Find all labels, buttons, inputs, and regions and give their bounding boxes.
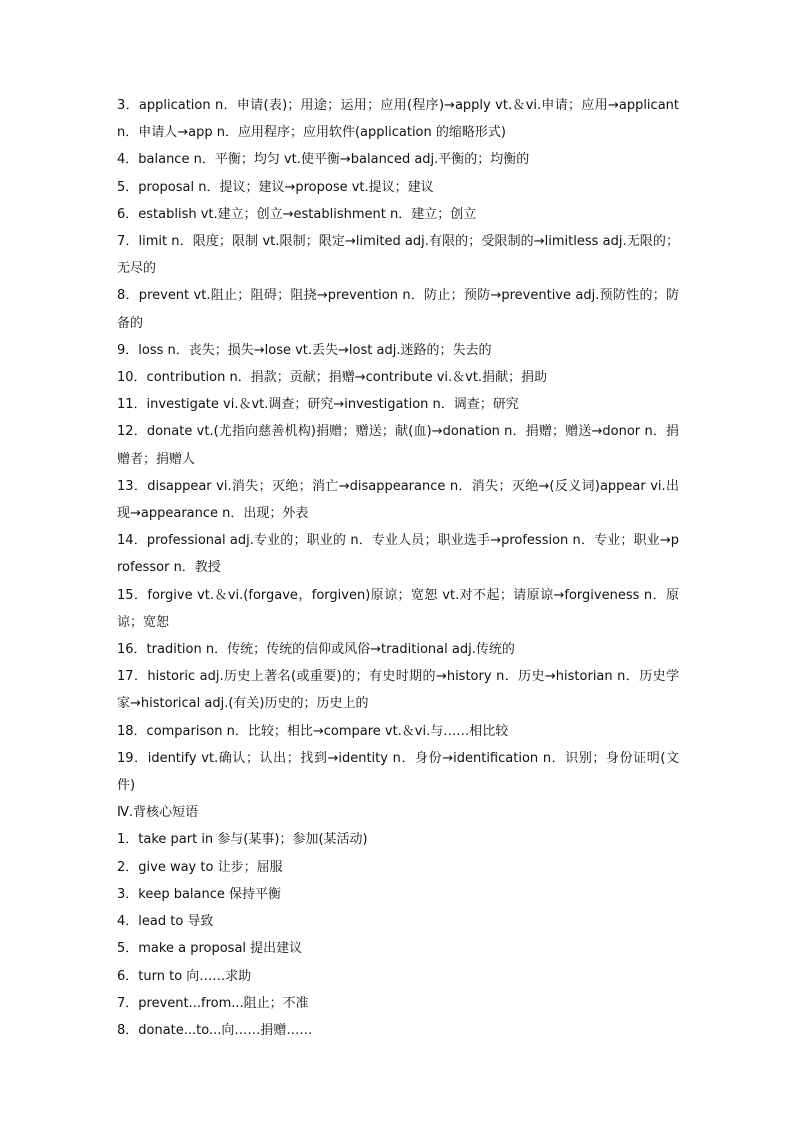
vocab-entry-disappear: 13．disappear vi.消失；灭绝；消亡→disappearance n．消失；灭绝→(反义词)appear vi.出现→appearance n．出现；外表 bbox=[117, 478, 679, 522]
vocab-entry-professional: 14．professional adj.专业的；职业的 n．专业人员；职业选手→profession n．专业；职业→professor n．教授 bbox=[117, 533, 679, 576]
vocab-entry-loss: 9．loss n．丧失；损失→lose vt.丢失→lost adj.迷路的；失去的 bbox=[117, 342, 492, 358]
vocab-entry-forgive: 15．forgive vt.＆vi.(forgave，forgiven)原谅；宽恕 vt.对不起；请原谅→forgiveness n．原谅；宽恕 bbox=[117, 587, 679, 630]
vocab-entry-limit: 7．limit n．限度；限制 vt.限制；限定→limited adj.有限的；受限制的→limitless adj.无限的；无尽的 bbox=[117, 234, 679, 277]
vocab-entry-establish: 6．establish vt.建立；创立→establishment n．建立；创立 bbox=[117, 206, 477, 222]
phrase-entry: 5．make a proposal 提出建议 bbox=[117, 941, 303, 957]
document-page bbox=[117, 92, 679, 1044]
vocab-entry-tradition: 16．tradition n．传统；传统的信仰或风俗→traditional adj.传统的 bbox=[117, 642, 515, 658]
vocab-list bbox=[117, 92, 679, 799]
vocab-entry-application: 3．application n．申请(表)；用途；运用；应用(程序)→apply vt.＆vi.申请；应用→applicant n．申请人→app n．应用程序；应用软件(application 的缩略形式) bbox=[117, 98, 679, 141]
vocab-entry-historic: 17．historic adj.历史上著名(或重要)的；有史时期的→history n．历史→historian n．历史学家→historical adj.(有关)历史的；历史上的 bbox=[117, 669, 679, 712]
phrase-entry: 7．prevent...from...阻止；不准 bbox=[117, 995, 309, 1011]
vocab-entry-balance: 4．balance n．平衡；均匀 vt.使平衡→balanced adj.平衡的；均衡的 bbox=[117, 152, 530, 168]
phrase-list bbox=[117, 826, 679, 1044]
vocab-entry-proposal: 5．proposal n．提议；建议→propose vt.提议；建议 bbox=[117, 179, 434, 195]
section-heading: Ⅳ.背核心短语 bbox=[117, 805, 199, 821]
vocab-entry-contribution: 10．contribution n．捐款；贡献；捐赠→contribute vi.＆vt.捐献；捐助 bbox=[117, 370, 548, 386]
phrase-entry: 8．donate...to...向……捐赠…… bbox=[117, 1022, 313, 1038]
phrase-entry: 2．give way to 让步；屈服 bbox=[117, 859, 283, 875]
phrase-entry: 4．lead to 导致 bbox=[117, 914, 214, 930]
phrase-entry: 6．turn to 向……求助 bbox=[117, 968, 252, 984]
vocab-entry-prevent: 8．prevent vt.阻止；阻碍；阻挠→prevention n．防止；预防→preventive adj.预防性的；防备的 bbox=[117, 288, 679, 331]
vocab-entry-donate: 12．donate vt.(尤指向慈善机构)捐赠；赠送；献(血)→donation n．捐赠；赠送→donor n．捐赠者；捐赠人 bbox=[117, 424, 679, 467]
vocab-entry-comparison: 18．comparison n．比较；相比→compare vt.＆vi.与……相比较 bbox=[117, 723, 509, 739]
vocab-entry-investigate: 11．investigate vi.＆vt.调查；研究→investigation n．调查；研究 bbox=[117, 397, 519, 413]
phrase-entry: 1．take part in 参与(某事)；参加(某活动) bbox=[117, 832, 368, 848]
vocab-entry-identify: 19．identify vt.确认；认出；找到→identity n．身份→identification n．识别；身份证明(文件) bbox=[117, 750, 679, 794]
phrase-entry: 3．keep balance 保持平衡 bbox=[117, 886, 282, 902]
